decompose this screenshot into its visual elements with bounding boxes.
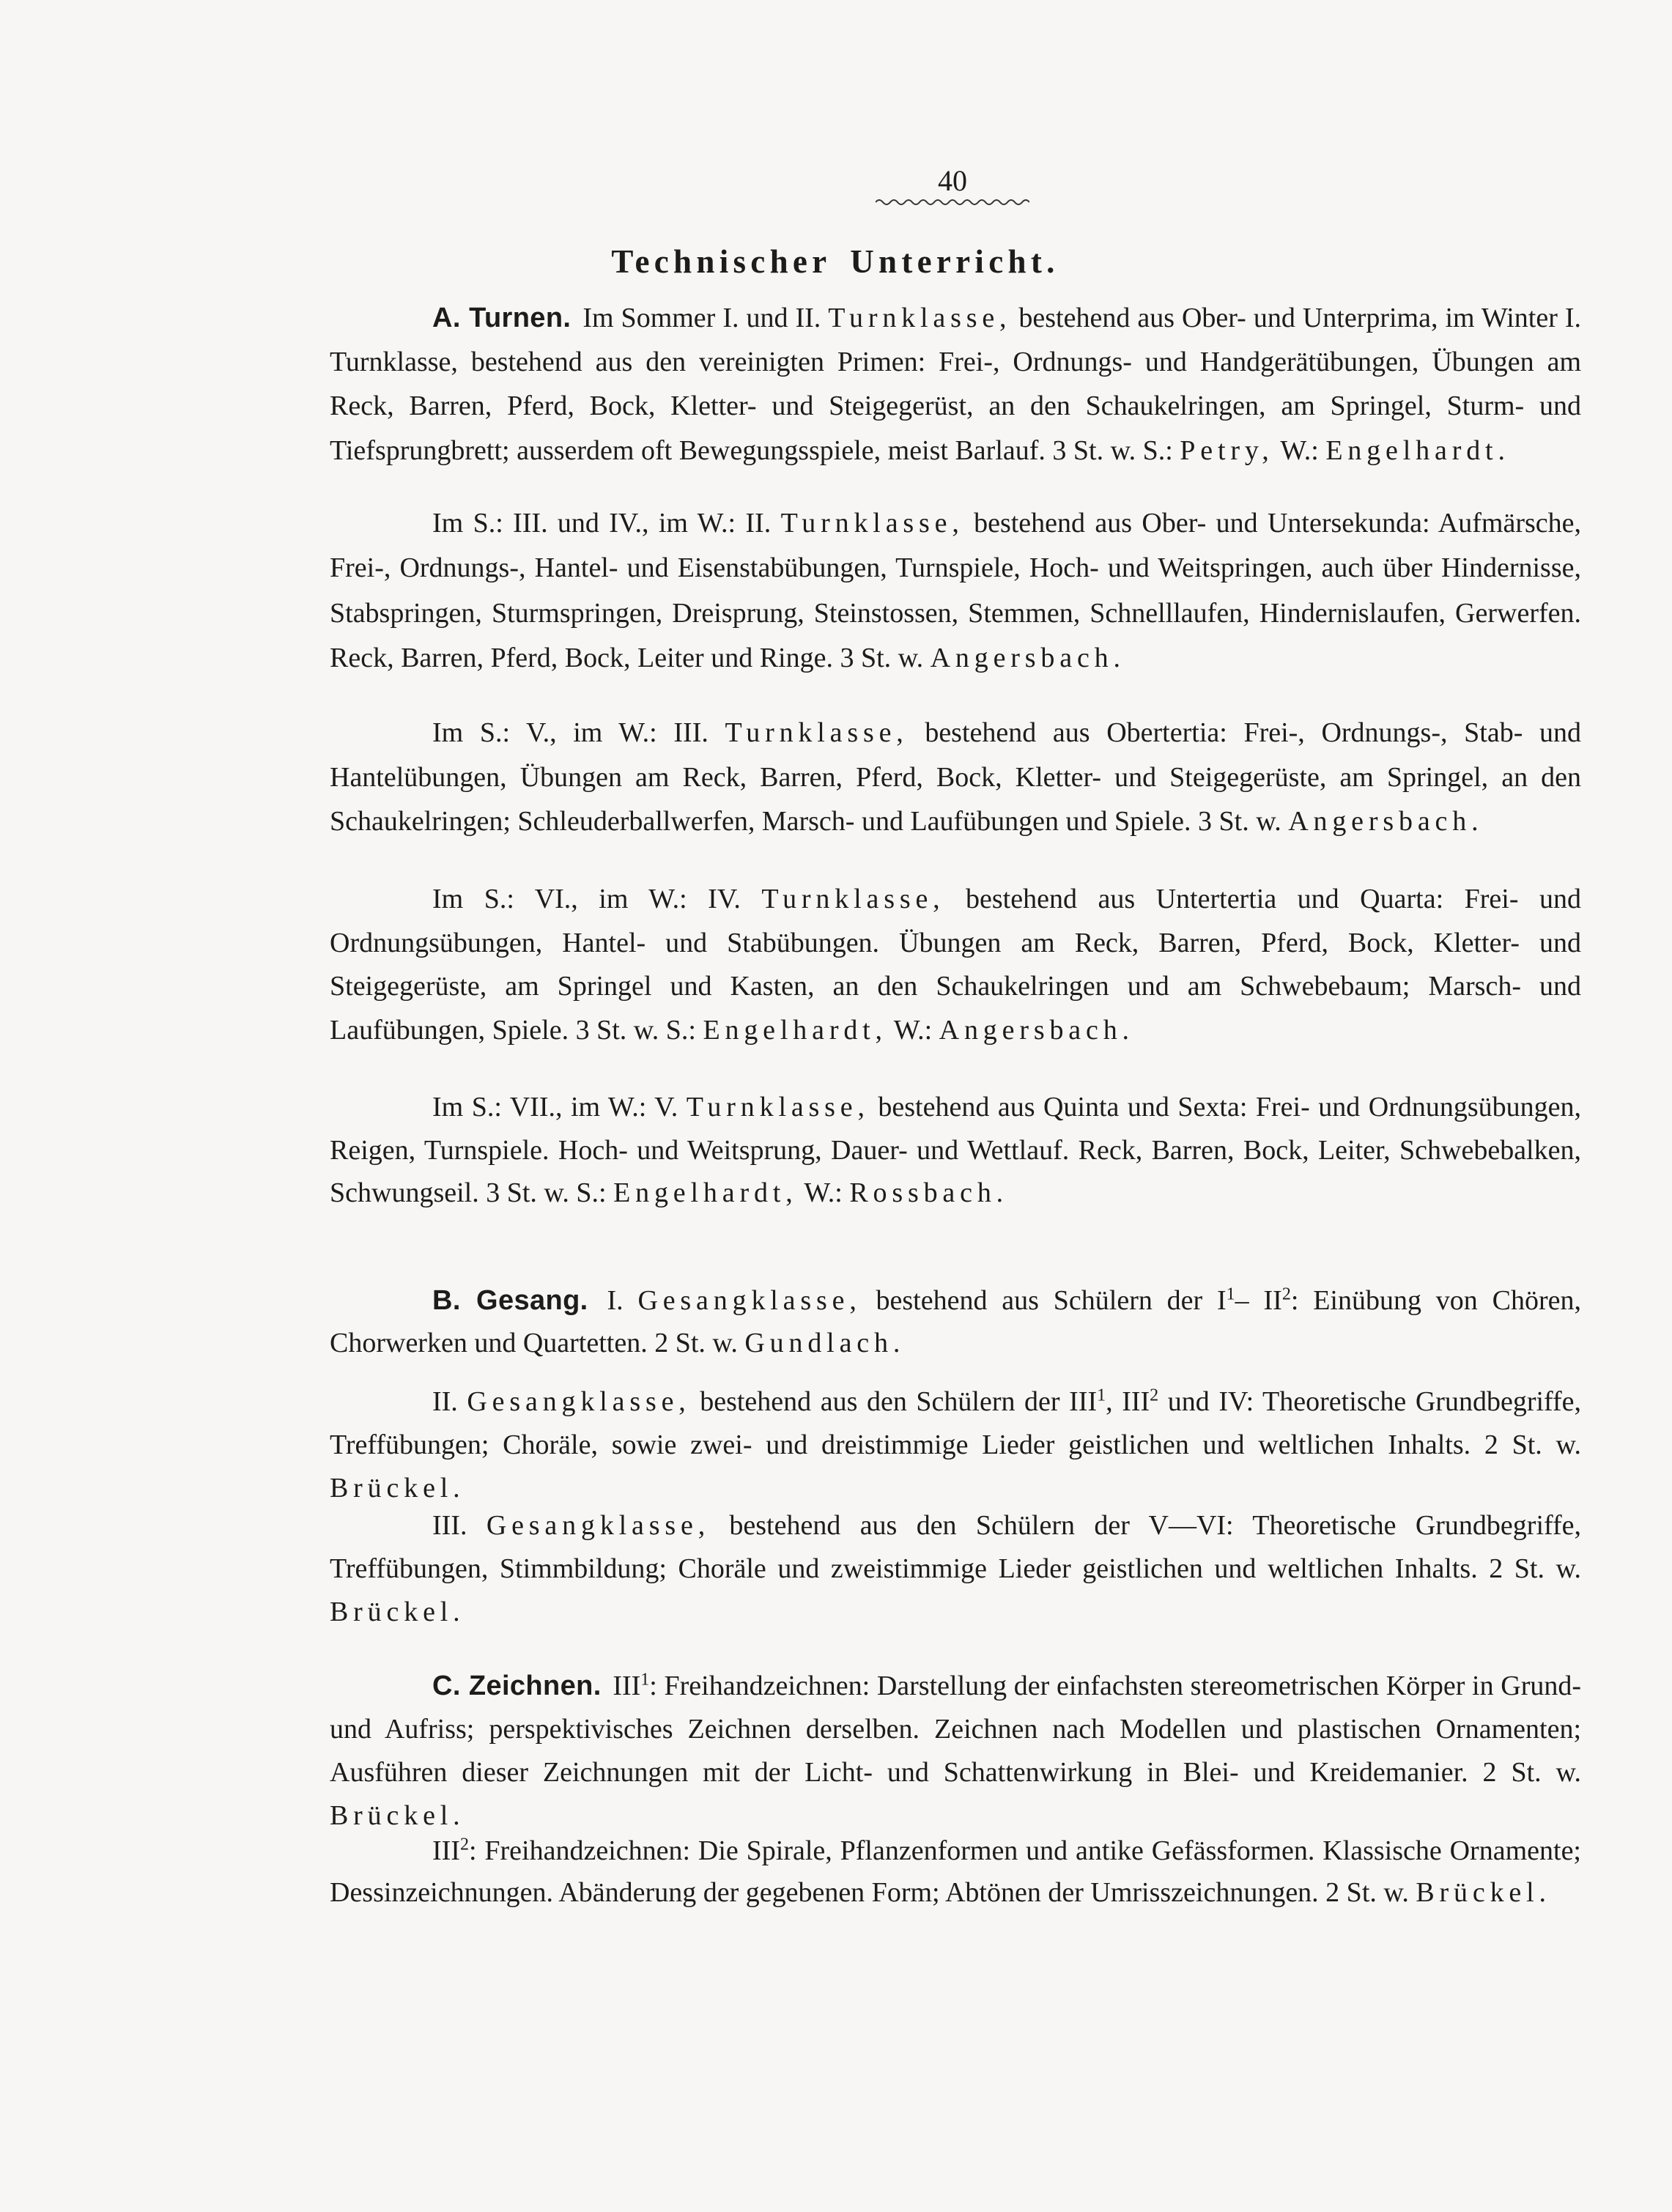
gesang-paragraph-3: III. Gesangklasse, bestehend aus den Schülern der V—VI: Theoretische Grundbegriffe, Treffübungen, Stimmbildung; Choräle und zweistimmige Lieder geistlichen und weltlichen Inhalts. 2 St. w. Brückel. [330,1510,1581,1627]
section-title: Technischer Unterricht. [611,243,1059,280]
turnen-paragraph-5: Im S.: VII., im W.: V. Turnklasse, bestehend aus Quinta und Sexta: Frei- und Ordnungsübungen, Reigen, Turnspiele. Hoch- und Weitsprung, Dauer- und Wettlauf. Reck, Barren, Bock, Leiter, Schwebebalken, Schwungseil. 3 St. w. S.: Engelhardt, W.: Rossbach. [330,1092,1582,1208]
gesang-heading: B. Gesang. [432,1285,588,1316]
zeichnen-paragraph-1: C. Zeichnen. III$^1$: Freihandzeichnen: Darstellung der einfachsten stereometrischen Körper in Grund- und Aufriss; perspektivisches Zeichnen derselben. Zeichnen nach Modellen und plastischen Ornamenten; Ausführen dieser Zeichnungen mit der Licht- und Schattenwirkung in Blei- und Kreidemanier. 2 St. w. Brückel. [330,1670,1582,1831]
page-number: 40 [938,164,967,197]
turnen-paragraph-2: Im S.: III. und IV., im W.: II. Turnklasse, bestehend aus Ober- und Untersekunda: Aufmärsche, Frei-, Ordnungs-, Hantel- und Eisenstabübungen, Turnspiele, Hoch- und Weitspringen, auch über Hindernisse, Stabspringen, Sturmspringen, Dreisprung, Steinstossen, Stemmen, Schnelllaufen, Hindernislaufen, Gerwerfen. Reck, Barren, Pferd, Bock, Leiter und Ringe. 3 St. w. Angersbach. [330,508,1581,673]
gesang-paragraph-1: B. Gesang. I. Gesangklasse, bestehend aus Schülern der $I^1-$ $II^2$: Einübung von Chören, Chorwerken und Quartetten. 2 St. w. Gundlach. [330,1284,1581,1358]
gesang-paragraph-2: II. Gesangklasse, bestehend aus den Schülern der III$^1$, III$^2$ und IV: Theoretische Grundbegriffe, Treffübungen; Choräle, sowie zwei- und dreistimmige Lieder geistlichen und weltlichen Inhalts. 2 St. w. Brückel. [330,1386,1582,1503]
wavy-rule-ornament [876,196,1029,208]
turnen-paragraph-3: Im S.: V., im W.: III. Turnklasse, bestehend aus Obertertia: Frei-, Ordnungs-, Stab- und Hantelübungen, Übungen am Reck, Barren, Pferd, Bock, Kletter- und Steigegerüste, am Springel, an den Schaukelringen; Schleuderballwerfen, Marsch- und Laufübungen und Spiele. 3 St. w. Angersbach. [330,717,1582,837]
zeichnen-heading: C. Zeichnen. [432,1671,602,1701]
zeichnen-paragraph-2: III$^2$: Freihandzeichnen: Die Spirale, Pflanzenformen und antike Gefässformen. Klassische Ornamente; Dessinzeichnungen. Abänderung der gegebenen Form; Abtönen der Umrisszeichnungen. 2 St. w. Brückel. [330,1835,1581,1908]
turnen-paragraph-1: A. Turnen. Im Sommer I. und II. Turnklasse, bestehend aus Ober- und Unterprima, im Winter I. Turnklasse, bestehend aus den vereinigten Primen: Frei-, Ordnungs- und Handgerätübungen, Übungen am Reck, Barren, Pferd, Bock, Kletter- und Steigegerüst, an den Schaukelringen, am Springel, Sturm- und Tiefsprungbrett; ausserdem oft Bewegungsspiele, meist Barlauf. 3 St. w. S.: Petry, W.: Engelhardt. [330,303,1582,466]
turnen-paragraph-4: Im S.: VI., im W.: IV. Turnklasse, bestehend aus Untertertia und Quarta: Frei- und Ordnungsübungen, Hantel- und Stabübungen. Übungen am Reck, Barren, Pferd, Bock, Kletter- und Steigegerüste, am Springel und Kasten, an den Schaukelringen und am Schwebebaum; Marsch- und Laufübungen, Spiele. 3 St. w. S.: Engelhardt, W.: Angersbach. [330,884,1581,1046]
turnen-heading: A. Turnen. [432,303,571,333]
